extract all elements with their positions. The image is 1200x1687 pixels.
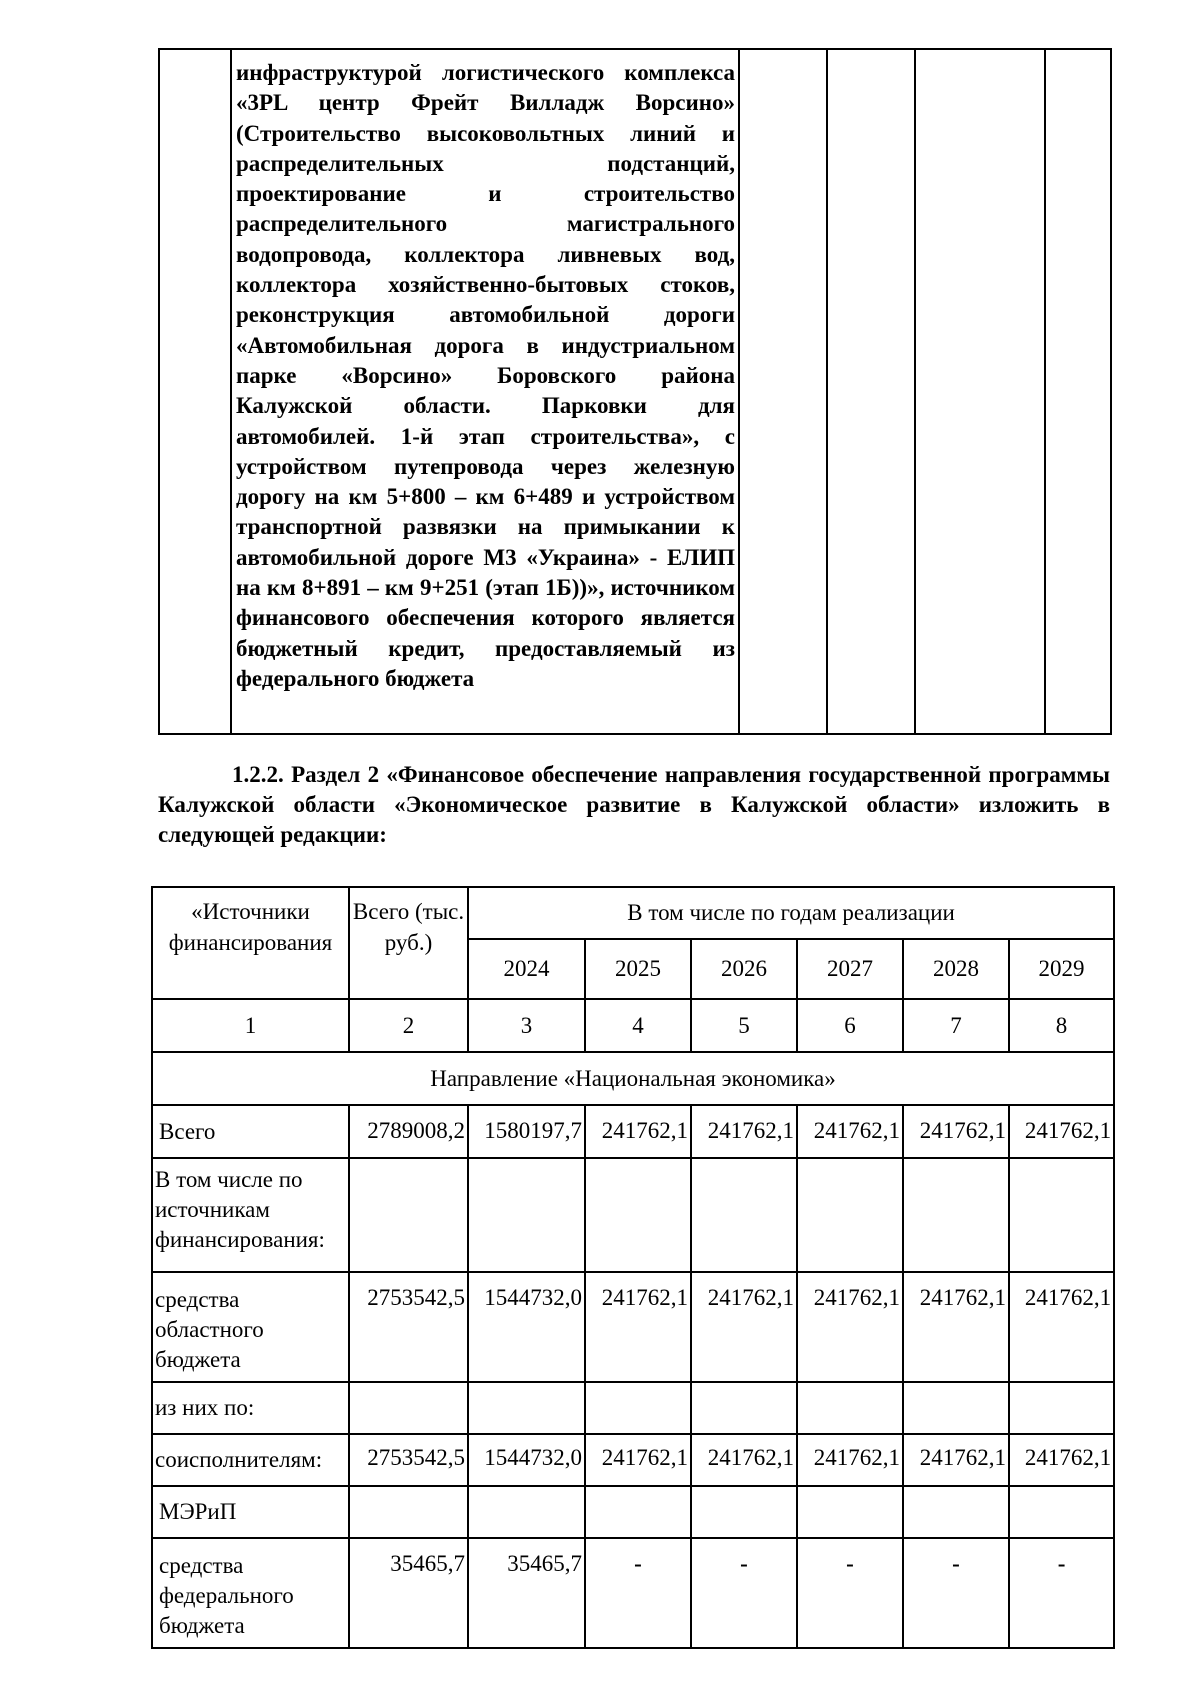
cell-value: - <box>1009 1538 1114 1648</box>
header-year: 2024 <box>468 939 585 999</box>
row-label: из них по: <box>152 1382 349 1434</box>
object-description: инфраструктурой логистического комплекса «3PL центр Фрейт Вилладж Ворсино» (Строительство высоковольтных линий и распределительных подстанций, проектирование и строительство распределительного магистрального водопровода, коллектора ливневых вод, коллектора хозяйственно-бытовых стоков, реконструкция автомобильной дороги «Автомобильная дорога в индустриальном парке «Ворсино» Боровского района Калужской области. Парковки для автомобилей. 1-й этап строительства», с устройством путепровода через железную дорогу на км 5+800 – км 6+489 и устройством транспортной развязки на примыкании к автомобильной дороге М3 «Украина» - ЕЛИП на км 8+891 – км 9+251 (этап 1Б))», источником финансового обеспечения которого является бюджетный кредит, предоставляемый из федерального бюджета <box>236 60 735 691</box>
cell-value <box>797 1158 903 1272</box>
cell-value <box>585 1158 691 1272</box>
column-number: 8 <box>1009 999 1114 1052</box>
cell-value: 241762,1 <box>691 1434 797 1486</box>
cell-total <box>349 1486 468 1538</box>
column-number: 5 <box>691 999 797 1052</box>
cell-value: 241762,1 <box>903 1272 1009 1382</box>
column-number: 6 <box>797 999 903 1052</box>
table-row <box>152 1158 1114 1272</box>
cell-value: 241762,1 <box>691 1105 797 1158</box>
table-cell <box>739 49 827 734</box>
cell-value: 241762,1 <box>585 1434 691 1486</box>
header-year: 2026 <box>691 939 797 999</box>
cell-value: 1544732,0 <box>468 1272 585 1382</box>
cell-value: 241762,1 <box>585 1272 691 1382</box>
cell-total: 2753542,5 <box>349 1272 468 1382</box>
table-cell <box>827 49 915 734</box>
column-number: 2 <box>349 999 468 1052</box>
cell-value: 241762,1 <box>903 1434 1009 1486</box>
cell-value: 35465,7 <box>468 1538 585 1648</box>
cell-value <box>1009 1158 1114 1272</box>
section-title: Направление «Национальная экономика» <box>152 1052 1114 1105</box>
cell-value <box>903 1382 1009 1434</box>
cell-value <box>468 1158 585 1272</box>
cell-total: 35465,7 <box>349 1538 468 1648</box>
table-row <box>152 1538 1114 1648</box>
cell-value <box>1009 1382 1114 1434</box>
table-row <box>159 49 1111 734</box>
row-label: Всего <box>152 1105 349 1158</box>
cell-total: 2753542,5 <box>349 1434 468 1486</box>
cell-value: 241762,1 <box>797 1105 903 1158</box>
paragraph-text: 1.2.2. Раздел 2 «Финансовое обеспечение направления государственной программы Калужской области «Экономическое развитие в Калужской области» изложить в следующей редакции: <box>158 762 1110 847</box>
section-row <box>152 1052 1114 1105</box>
cell-value: 241762,1 <box>797 1434 903 1486</box>
cell-value: - <box>691 1538 797 1648</box>
cell-value <box>797 1382 903 1434</box>
header-years-group: В том числе по годам реализации <box>468 887 1114 939</box>
table-cell <box>1045 49 1111 734</box>
cell-value: 241762,1 <box>1009 1105 1114 1158</box>
continuation-table <box>158 48 1112 735</box>
header-year: 2027 <box>797 939 903 999</box>
amendment-paragraph <box>158 760 1110 850</box>
header-sources: «Источники финансирования <box>152 887 349 999</box>
cell-value <box>691 1158 797 1272</box>
table-header-row <box>152 887 1114 939</box>
cell-value: 1544732,0 <box>468 1434 585 1486</box>
cell-total: 2789008,2 <box>349 1105 468 1158</box>
row-label: средства областного бюджета <box>152 1272 349 1382</box>
table-row <box>152 1105 1114 1158</box>
financing-table <box>151 886 1115 1649</box>
cell-total <box>349 1158 468 1272</box>
cell-value: 241762,1 <box>691 1272 797 1382</box>
header-year: 2028 <box>903 939 1009 999</box>
cell-value <box>585 1382 691 1434</box>
column-number-row <box>152 999 1114 1052</box>
cell-value <box>903 1158 1009 1272</box>
cell-value: 241762,1 <box>585 1105 691 1158</box>
table-cell <box>915 49 1045 734</box>
row-label: соисполнителям: <box>152 1434 349 1486</box>
row-label: МЭРиП <box>152 1486 349 1538</box>
table-row <box>152 1382 1114 1434</box>
cell-value <box>468 1486 585 1538</box>
cell-value: - <box>585 1538 691 1648</box>
table-row <box>152 1434 1114 1486</box>
column-number: 4 <box>585 999 691 1052</box>
column-number: 3 <box>468 999 585 1052</box>
column-number: 1 <box>152 999 349 1052</box>
header-year: 2025 <box>585 939 691 999</box>
cell-value <box>1009 1486 1114 1538</box>
cell-total <box>349 1382 468 1434</box>
header-total: Всего (тыс. руб.) <box>349 887 468 999</box>
header-year: 2029 <box>1009 939 1114 999</box>
cell-value: 241762,1 <box>797 1272 903 1382</box>
cell-value: 1580197,7 <box>468 1105 585 1158</box>
cell-value <box>468 1382 585 1434</box>
table-cell <box>159 49 231 734</box>
row-label: В том числе по источникам финансирования: <box>152 1158 349 1272</box>
column-number: 7 <box>903 999 1009 1052</box>
table-cell <box>231 49 739 734</box>
cell-value: 241762,1 <box>903 1105 1009 1158</box>
cell-value <box>691 1486 797 1538</box>
table-row <box>152 1486 1114 1538</box>
cell-value <box>585 1486 691 1538</box>
row-label: средства федерального бюджета <box>152 1538 349 1648</box>
table-row <box>152 1272 1114 1382</box>
cell-value <box>691 1382 797 1434</box>
cell-value <box>797 1486 903 1538</box>
cell-value: - <box>903 1538 1009 1648</box>
cell-value: 241762,1 <box>1009 1272 1114 1382</box>
cell-value <box>903 1486 1009 1538</box>
cell-value: 241762,1 <box>1009 1434 1114 1486</box>
cell-value: - <box>797 1538 903 1648</box>
